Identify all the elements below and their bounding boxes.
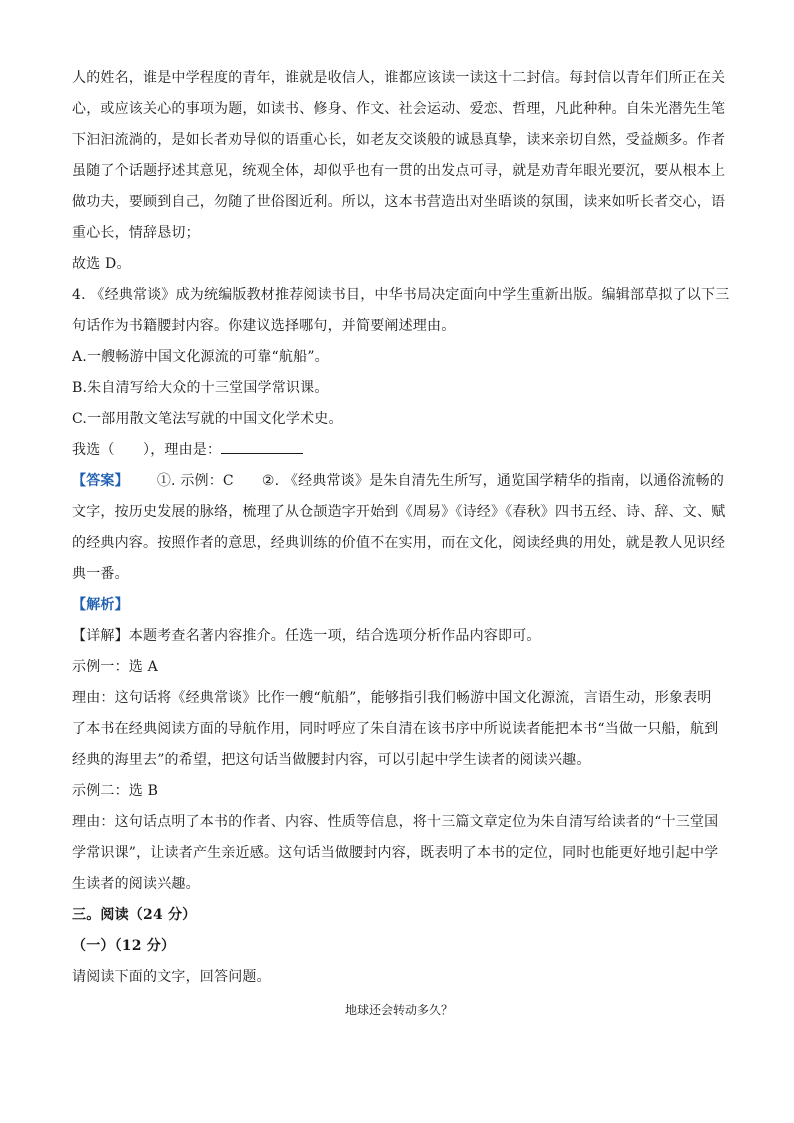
- choice-prefix: 我选（ ），理由是：: [72, 442, 222, 458]
- article-title: 地球还会转动多久？: [344, 1003, 453, 1017]
- paragraph-line: 做功夫，要顾到自己，勿随了世俗图近利。所以，这本书营造出对坐晤谈的氛围，读来如听长者交心，语: [72, 194, 726, 210]
- answer-part1: ①. 示例：C: [156, 473, 234, 489]
- answer-line: 典一番。: [72, 566, 129, 582]
- example2-line: 生读者的阅读兴趣。: [72, 876, 200, 892]
- paragraph-line: 心，或应该关心的事项为题，如读书、修身、作文、社会运动、爱恋、哲理，凡此种种。自朱光潜先生笔: [72, 101, 726, 117]
- question-4-line: 4. 《经典常谈》成为统编版教材推荐阅读书目，中华书局决定面向中学生重新出版。编辑部草拟了以下三: [72, 287, 730, 303]
- example1-line: 了本书在经典阅读方面的导航作用，同时呼应了朱自清在该书序中所说读者能把本书“当做一只船，航到: [72, 721, 719, 737]
- section-3-instruction: 请阅读下面的文字，回答问题。: [72, 969, 271, 985]
- document-page: [72, 63, 730, 1021]
- paragraph-line: 下汩汩流淌的，是如长者劝导似的语重心长，如老友交谈般的诚恳真挚，读来亲切自然，受益颇多。作者: [72, 132, 726, 148]
- question-4-line: 句话作为书籍腰封内容。你建议选择哪句，并简要阐述理由。: [72, 318, 456, 334]
- paragraph-line: 人的姓名，谁是中学程度的青年，谁就是收信人，谁都应该读一读这十二封信。每封信以青年们所正在关: [72, 70, 726, 86]
- detail-text: 本题考查名著内容推介。任选一项，结合选项分析作品内容即可。: [128, 628, 541, 644]
- option-c: C.一部用散文笔法写就的中国文化学术史。: [72, 411, 343, 427]
- choice-line: [72, 435, 726, 466]
- answer-line: 的经典内容。按照作者的意思，经典训练的价值不在实用，而在文化，阅读经典的用处，就是教人见识经: [72, 535, 726, 551]
- example1-line: 经典的海里去”的希望，把这句话当做腰封内容，可以引起中学生读者的阅读兴趣。: [72, 752, 591, 768]
- answer-line: 文字，按历史发展的脉络，梳理了从仓颉造字开始到《周易》《诗经》《春秋》四书五经、诗、辞、文、赋: [72, 504, 726, 520]
- example1-line: 理由：这句话将《经典常谈》比作一艘“航船”，能够指引我们畅游中国文化源流，言语生动，形象表明: [72, 690, 712, 706]
- example1-title: 示例一：选 A: [72, 659, 158, 675]
- answer-blank: [221, 439, 303, 454]
- section-3-title: 三。阅读（24 分）: [72, 907, 197, 923]
- previous-answer: 故选 D。: [72, 256, 131, 272]
- section-3-part1: （一）（12 分）: [72, 938, 176, 954]
- answer-tag: 【答案】: [72, 473, 129, 489]
- paragraph-line: 虽随了个话题抒述其意见，统观全体，却似乎也有一贯的出发点可寻，就是劝青年眼光要沉，要从根本上: [72, 163, 726, 179]
- answer-line: [72, 466, 726, 497]
- analysis-tag: 【解析】: [72, 597, 129, 613]
- detail-tag: 【详解】: [72, 628, 129, 644]
- example2-line: 学常识课”，让读者产生亲近感。这句话当做腰封内容，既表明了本书的定位，同时也能更好地引起中学: [72, 845, 719, 861]
- option-a: A.一艘畅游中国文化源流的可靠“航船”。: [72, 349, 329, 365]
- answer-part2: ②. 《经典常谈》是朱自清先生所写，通览国学精华的指南，以通俗流畅的: [261, 473, 725, 489]
- analysis-heading: [72, 590, 726, 621]
- option-b: B.朱自清写给大众的十三堂国学常识课。: [72, 380, 329, 396]
- example2-title: 示例二：选 B: [72, 783, 159, 799]
- paragraph-line: 重心长，情辞恳切；: [72, 225, 200, 241]
- example2-line: 理由：这句话点明了本书的作者、内容、性质等信息，将十三篇文章定位为朱自清写给读者的“十三堂国: [72, 814, 719, 830]
- detail-line: [72, 621, 726, 652]
